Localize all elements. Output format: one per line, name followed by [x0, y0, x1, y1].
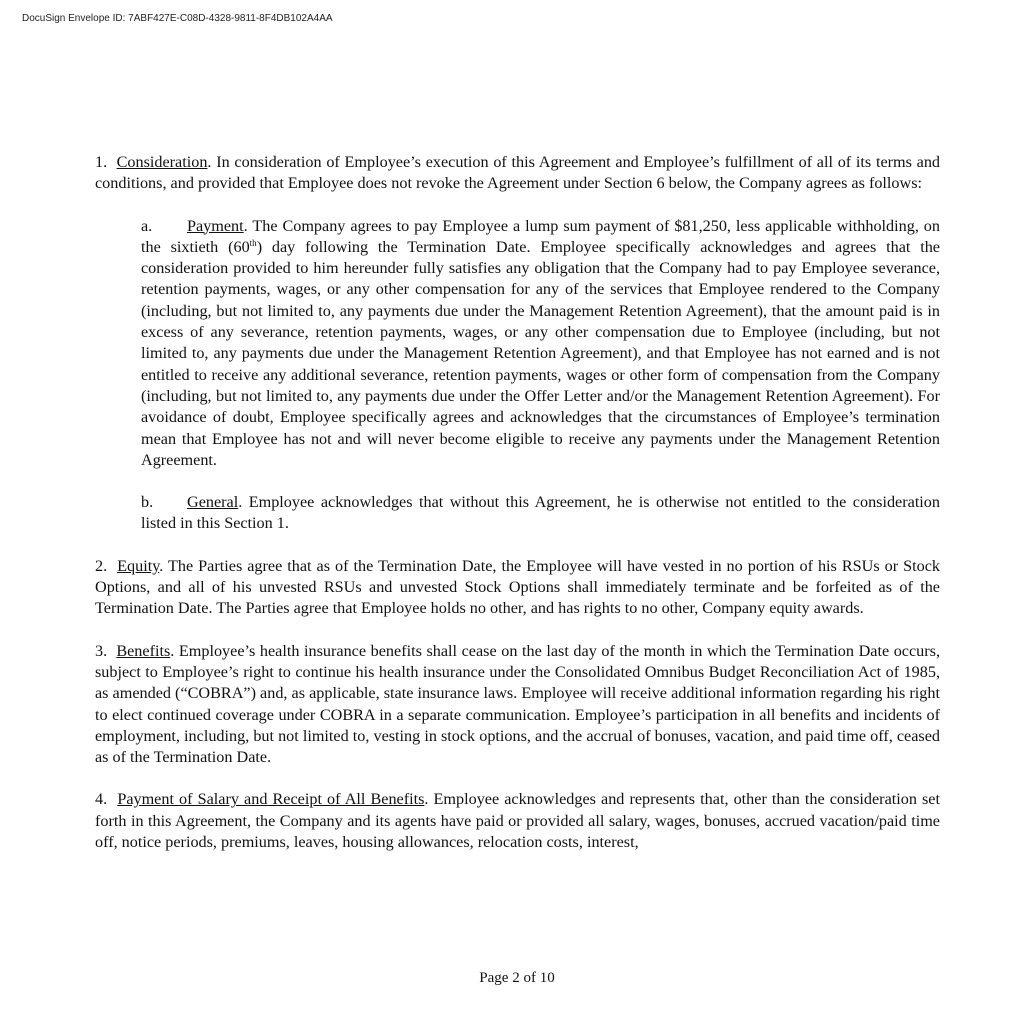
section-2-equity — [95, 556, 940, 620]
subsection-text-continued: ) day following the Termination Date. Employee specifically acknowledges and agrees that the consideration provided to him hereunder fully satisfies any obligation that the Company had to pay Employee severance, retention payments, wages, or any other compensation for any of the services that Employee rendered to the Company (including, but not limited to, any payments due under the Management Retention Agreement), that the amount paid is in excess of any severance, retention payments, wages, or any other compensation due to Employee (including, but not limited to, any payments due under the Management Retention Agreement), and that Employee has not earned and is not entitled to receive any additional severance, retention payments, wages or other form of compensation from the Company (including, but not limited to, any payments due under the Offer Letter and/or the Management Retention Agreement). For avoidance of doubt, Employee specifically agrees and acknowledges that the circumstances of Employee’s termination mean that Employee has not and will never become eligible to receive any payments under the Management Retention Agreement. — [141, 237, 940, 469]
subsection-letter: a. — [141, 216, 153, 235]
subsection-text: . Employee acknowledges that without this Agreement, he is otherwise not entitled to the consideration listed in this Section 1. — [141, 493, 940, 533]
section-heading: Payment of Salary and Receipt of All Benefits — [117, 790, 425, 809]
subsection-text: . The Company agrees to pay Employee a lump sum payment of $81,250, less applicable withholding, on the sixtieth (60 — [141, 216, 940, 256]
section-text: . Employee acknowledges and represents that, other than the consideration set forth in this Agreement, the Company and its agents have paid or provided all salary, wages, bonuses, accrued vacation/paid time off, notice periods, premiums, leaves, housing allowances, relocation costs, interest, — [95, 790, 940, 852]
section-heading: Equity — [117, 556, 160, 575]
section-heading: Benefits — [116, 641, 171, 660]
section-number: 3. — [95, 641, 108, 660]
section-1-consideration — [95, 152, 940, 195]
subsection-letter: b. — [141, 493, 154, 512]
document-body — [95, 152, 940, 874]
ordinal-superscript: th — [249, 237, 257, 248]
section-heading: Consideration — [116, 153, 208, 171]
section-text: . Employee’s health insurance benefits shall cease on the last day of the month in which the Termination Date occurs, subject to Employee’s right to continue his health insurance under the Consolidated Omnibus Budget Reconciliation Act of 1985, as amended (“COBRA”) and, as applicable, state insurance laws. Employee will receive additional information regarding his right to elect continued coverage under COBRA in a separate communication. Employee’s participation in all benefits and incidents of employment, including, but not limited to, vesting in stock options, and the accrual of bonuses, vacation, and paid time off, ceased as of the Termination Date. — [95, 641, 941, 767]
section-number: 2. — [95, 556, 108, 575]
section-text: . The Parties agree that as of the Termination Date, the Employee will have vested in no portion of his RSUs or Stock Options, and all of his unvested RSUs and unvested Stock Options shall immediately terminate and be forfeited as of the Termination Date. The Parties agree that Employee holds no other, and has rights to no other, Company equity awards. — [95, 556, 940, 618]
section-4-payment-of-salary — [95, 789, 940, 853]
section-number: 1. — [95, 153, 108, 171]
envelope-id: DocuSign Envelope ID: 7ABF427E-C08D-4328-9811-8F4DB102A4AA — [22, 13, 333, 24]
subsection-1a-payment — [141, 216, 940, 472]
page-number: Page 2 of 10 — [479, 970, 555, 986]
section-number: 4. — [95, 790, 108, 809]
subsection-1b-general — [141, 492, 940, 535]
section-3-benefits — [95, 641, 940, 769]
section-text: . In consideration of Employee’s execution of this Agreement and Employee’s fulfillment of all of its terms and conditions, and provided that Employee does not revoke the Agreement under Section 6 below, the Company agrees as follows: — [95, 153, 941, 193]
subsection-heading: General — [187, 493, 239, 512]
subsection-heading: Payment — [187, 216, 244, 235]
